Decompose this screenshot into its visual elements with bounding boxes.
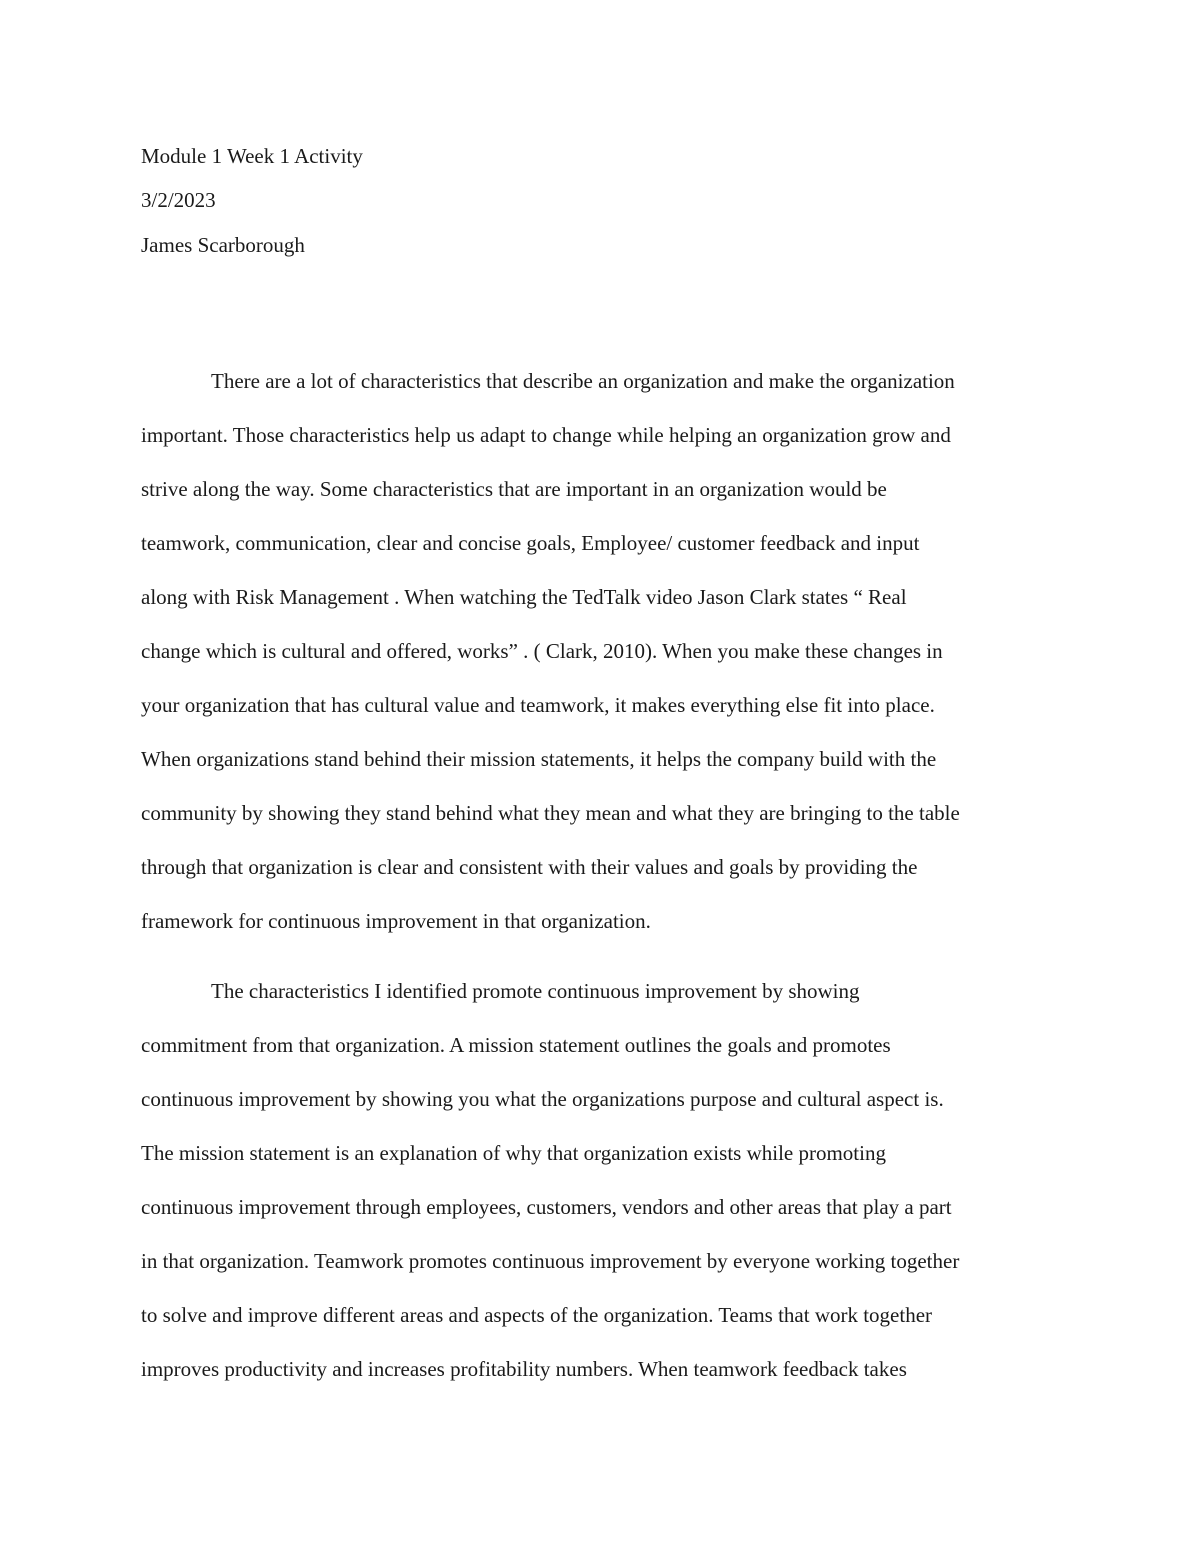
paragraph-line: strive along the way. Some characteristics that are important in an organization would be xyxy=(141,477,887,501)
paragraph-line: continuous improvement through employees, customers, vendors and other areas that play a part xyxy=(141,1195,952,1219)
paragraph-line: teamwork, communication, clear and concise goals, Employee/ customer feedback and input xyxy=(141,531,920,555)
paragraph-line: continuous improvement by showing you what the organizations purpose and cultural aspect is. xyxy=(141,1087,944,1111)
document-author: James Scarborough xyxy=(141,233,305,257)
paragraph-line: community by showing they stand behind what they mean and what they are bringing to the table xyxy=(141,801,960,825)
document-title: Module 1 Week 1 Activity xyxy=(141,144,363,168)
paragraph-line: The characteristics I identified promote continuous improvement by showing xyxy=(211,979,860,1003)
paragraph-line: change which is cultural and offered, works” . ( Clark, 2010). When you make these changes in xyxy=(141,639,943,663)
paragraph-line: When organizations stand behind their mission statements, it helps the company build with the xyxy=(141,747,937,771)
paragraph-line: along with Risk Management . When watching the TedTalk video Jason Clark states “ Real xyxy=(141,585,907,609)
document-date: 3/2/2023 xyxy=(141,188,216,212)
paragraph-line: in that organization. Teamwork promotes continuous improvement by everyone working together xyxy=(141,1249,960,1273)
paragraph-line: commitment from that organization. A mission statement outlines the goals and promotes xyxy=(141,1033,891,1057)
paragraph-line: through that organization is clear and consistent with their values and goals by providing the xyxy=(141,855,918,879)
paragraph-line: your organization that has cultural value and teamwork, it makes everything else fit into place. xyxy=(141,693,935,717)
paragraph-line: to solve and improve different areas and aspects of the organization. Teams that work together xyxy=(141,1303,933,1327)
paragraph-line: The mission statement is an explanation of why that organization exists while promoting xyxy=(141,1141,886,1165)
paragraph-line: important. Those characteristics help us adapt to change while helping an organization grow and xyxy=(141,423,951,447)
paragraph-line: improves productivity and increases profitability numbers. When teamwork feedback takes xyxy=(141,1357,907,1381)
paragraph-line: framework for continuous improvement in that organization. xyxy=(141,909,651,933)
paragraph-line: There are a lot of characteristics that describe an organization and make the organization xyxy=(211,369,955,393)
